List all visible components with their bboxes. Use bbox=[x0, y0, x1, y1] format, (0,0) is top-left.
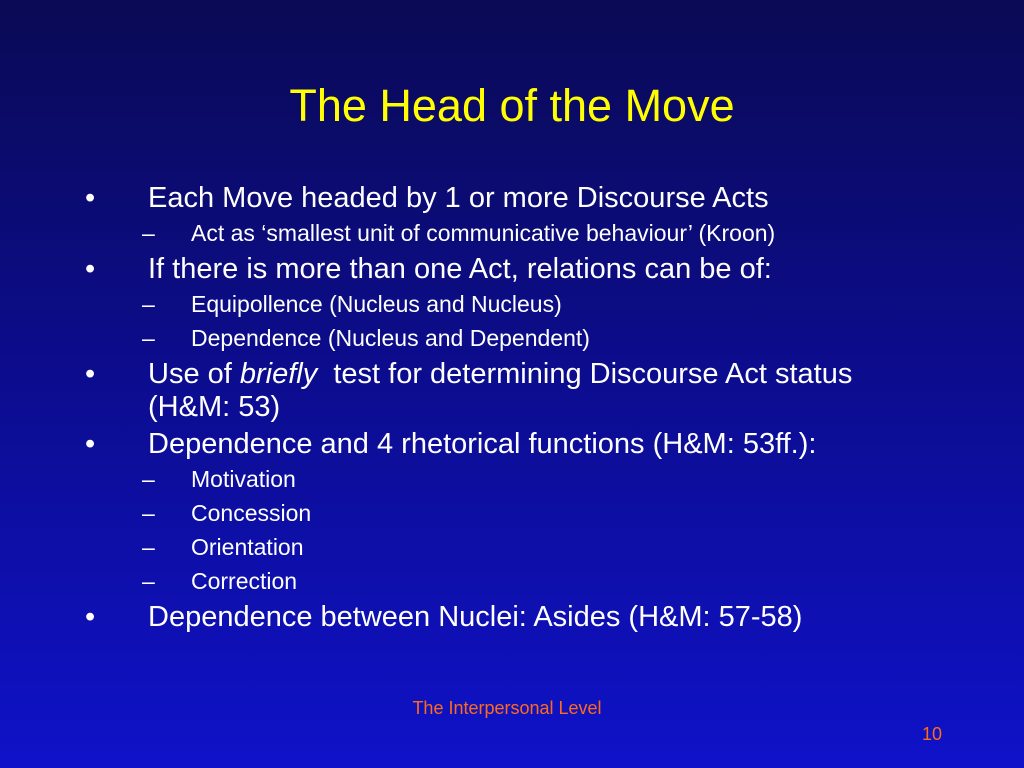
sub-bullet-item bbox=[0, 567, 1024, 595]
dash-glyph: – bbox=[142, 325, 155, 351]
bullet-text-part: test for determining Discourse Act status (H&M: 53) bbox=[148, 358, 861, 423]
sub-bullet-item bbox=[0, 499, 1024, 527]
dash-glyph: – bbox=[142, 220, 155, 246]
bullet-text: If there is more than one Act, relations can be of: bbox=[148, 253, 772, 285]
bullet-glyph: • bbox=[85, 358, 96, 390]
dash-glyph: – bbox=[142, 291, 155, 317]
dash-glyph: – bbox=[142, 534, 155, 560]
sub-bullet-text: Act as ‘smallest unit of communicative behaviour’ (Kroon) bbox=[191, 220, 776, 246]
bullet-text-emphasis: briefly bbox=[239, 358, 318, 390]
bullet-text: Dependence and 4 rhetorical functions (H&M: 53ff.): bbox=[148, 428, 817, 460]
slide-title: The Head of the Move bbox=[289, 80, 735, 131]
bullet-list bbox=[0, 182, 1024, 638]
bullet-glyph: • bbox=[85, 601, 96, 633]
sub-bullet-item bbox=[0, 290, 1024, 318]
sub-bullet-text: Equipollence (Nucleus and Nucleus) bbox=[191, 291, 562, 317]
sub-bullet-text: Concession bbox=[191, 500, 312, 526]
sub-bullet-item bbox=[0, 465, 1024, 493]
sub-bullet-text: Orientation bbox=[191, 534, 304, 560]
bullet-glyph: • bbox=[85, 182, 96, 214]
sub-bullet-item bbox=[0, 533, 1024, 561]
page-number: 10 bbox=[922, 724, 943, 744]
sub-bullet-item bbox=[0, 219, 1024, 247]
bullet-text-part: Use of bbox=[148, 358, 240, 390]
bullet-item bbox=[0, 428, 938, 461]
bullet-glyph: • bbox=[85, 253, 96, 285]
bullet-item bbox=[0, 601, 938, 634]
bullet-text: Dependence between Nuclei: Asides (H&M: 57-58) bbox=[148, 601, 803, 633]
bullet-glyph: • bbox=[85, 428, 96, 460]
sub-bullet-text: Correction bbox=[191, 568, 298, 594]
sub-bullet-text: Motivation bbox=[191, 466, 296, 492]
sub-bullet-item bbox=[0, 324, 1024, 352]
slide-footer: The Interpersonal Level bbox=[412, 698, 602, 718]
dash-glyph: – bbox=[142, 466, 155, 492]
sub-bullet-text: Dependence (Nucleus and Dependent) bbox=[191, 325, 590, 351]
dash-glyph: – bbox=[142, 568, 155, 594]
bullet-text: Each Move headed by 1 or more Discourse Acts bbox=[148, 182, 769, 214]
dash-glyph: – bbox=[142, 500, 155, 526]
bullet-item bbox=[0, 182, 938, 215]
bullet-item bbox=[0, 358, 938, 424]
bullet-item bbox=[0, 253, 938, 286]
